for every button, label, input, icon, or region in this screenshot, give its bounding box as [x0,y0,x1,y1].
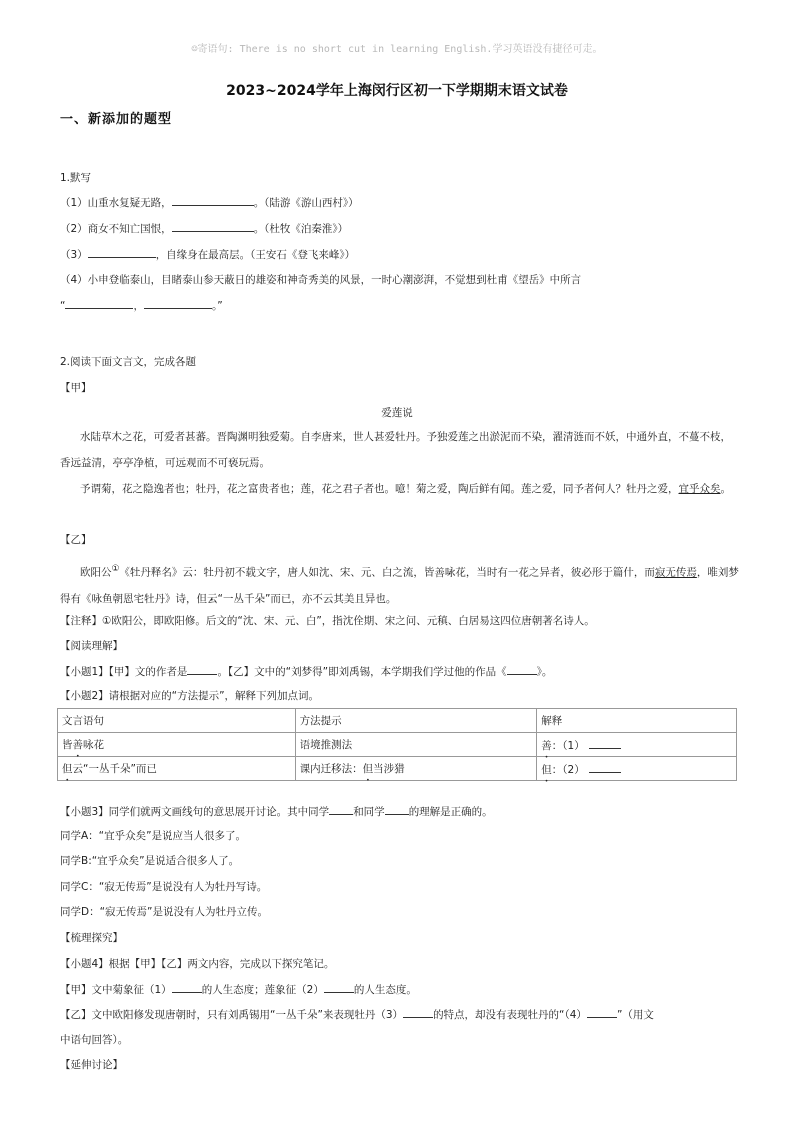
p2-text-a: 予谓菊，花之隐逸者也；牡丹，花之富贵者也；莲，花之君子者也。噫！菊之爱，陶后鲜有闻。莲之爱，同予者何人？牡丹之爱， [80,483,679,495]
answer-blank[interactable] [324,981,354,993]
answer-blank[interactable] [187,663,217,675]
s4-text-c: 的人生态度。 [353,984,417,996]
option-c: 同学C：“寂无传焉”是说没有人为牡丹写诗。 [60,881,268,893]
table-cell [58,757,296,781]
answer-blank[interactable] [329,803,353,815]
p2-text-c: 。 [720,483,731,495]
q1-line-2-text-a: （2）商女不知亡国恨， [60,223,172,235]
label-yi: 【乙】 [60,534,92,546]
s4-text-e: 的特点，却没有表现牡丹的“（4） [433,1009,587,1021]
underlined-sentence: 寂无传焉 [654,566,697,579]
table-row [58,733,737,757]
q1-line-5 [60,297,223,313]
dotted-word: 但 [541,763,552,776]
explore-label: 【梳理探究】 [60,932,123,944]
essay-paragraph-1: 水陆草木之花，可爱者甚蕃。晋陶渊明独爱菊。自李唐来，世人甚爱牡丹。予独爱莲之出淤泥而不染，濯清涟而不妖，中通外直，不蔓不枝，香远益清，亭亭净植，可远观而不可亵玩焉。 [60,431,731,469]
essay-title: 爱莲说 [381,407,413,419]
annotation-note: 【注释】①欧阳公，即欧阳修。后文的“沈、宋、元、白”，指沈佺期、宋之问、元稹、白居易这四位唐朝著名诗人。 [60,615,595,627]
dotted-word: 但 • [197,593,208,605]
answer-blank[interactable] [65,297,133,309]
q1-line-3 [60,246,355,262]
p3-text-e: 云“一丛千朵”而已，亦不云其美且异也。 [207,592,397,605]
essay-paragraph-2 [60,476,740,502]
subquestion-3 [60,803,493,819]
subquestion-4-line-2 [60,1006,654,1022]
s4-text-d: 【乙】文中欧阳修发现唐朝时，只有刘禹锡用“一丛千朵”来表现牡丹（3） [60,1009,404,1021]
reading-comprehension-label: 【阅读理解】 [60,640,123,652]
quote-open: “ [60,300,66,312]
table-cell [58,733,296,757]
cell-text: 皆 [62,739,73,751]
subquestion-4: 【小题4】根据【甲】【乙】两文内容，完成以下探究笔记。 [60,958,335,970]
q2-heading: 2.阅读下面文言文，完成各题 [60,356,197,368]
q1-line-1-text-a: （1）山重水复疑无路， [60,197,172,209]
dotted-word: 善 [72,739,83,751]
table-header: 解释 [537,709,737,733]
table-cell [537,757,737,781]
table-header: 方法提示 [295,709,537,733]
subquestion-1 [60,663,552,679]
dotted-word: 善 • [434,567,445,579]
q1-line-2 [60,220,348,236]
q1-line-3-text-b: ，自缘身在最高层。（王安石《登飞来峰》） [155,249,356,261]
answer-blank[interactable] [144,297,212,309]
answer-blank[interactable] [172,981,202,993]
s4-text-b: 的人生态度；莲象征（2） [201,984,324,996]
cell-text: 课内迁移法： [299,763,363,775]
p3-text-b: 《牡丹释名》云：牡丹初不载文字，唐人如沈、宋、元、白之流，皆 [119,566,435,579]
cell-text: 当涉猎 [373,763,405,775]
answer-blank[interactable] [589,761,621,773]
table-header-row [58,709,737,733]
footnote-mark: ① [111,564,120,574]
cell-text: 咏花 [83,739,104,751]
option-a: 同学A：“宜乎众矣”是说应当人很多了。 [60,830,247,842]
extended-discussion-label: 【延伸讨论】 [60,1059,123,1071]
q1-line-1-text-b: 。（陆游《游山西村》） [253,197,359,209]
p3-text-a: 欧阳公 [80,566,112,579]
answer-blank[interactable] [88,246,156,258]
table-row [58,757,737,781]
section-title: 一、新添加的题型 [60,112,173,127]
dotted-word: 善 [541,739,552,752]
s1-text-b: 。【乙】文中的“刘梦得”即刘禹锡，本学期我们学过他的作品《 [217,666,507,678]
explanation-table [57,708,737,781]
answer-blank[interactable] [403,1006,433,1018]
subquestion-4-line-3: 中语句回答）。 [60,1034,129,1046]
s4-text-a: 【甲】文中菊象征（1） [60,984,172,996]
s1-text-c: 》。 [536,666,553,678]
s3-text-c: 的理解是正确的。 [408,806,493,818]
cell-text: 云“一丛千朵”而已 [72,763,157,775]
answer-blank[interactable] [587,1006,617,1018]
quote-close: 。” [211,300,223,312]
cell-text: ：（1） [551,739,585,752]
page-title: 2023~2024学年上海闵行区初一下学期期末语文试卷 [226,83,568,99]
p3-text-c: 咏花，当时有一花之异者，彼必形于篇什，而 [444,566,655,579]
s1-text-a: 【小题1】【甲】文的作者是 [60,666,188,678]
table-header: 文言语句 [58,709,296,733]
table-cell [537,733,737,757]
q1-heading: 1.默写 [60,172,92,184]
essay-paragraph-3 [60,556,740,612]
p3-text-d: ，唯刘梦得有《咏鱼朝恩宅牡丹》诗， [60,566,739,605]
answer-blank[interactable] [507,663,537,675]
underlined-sentence: 宜乎众矣 [678,483,721,495]
q1-line-1 [60,194,359,210]
label-jia: 【甲】 [60,382,92,394]
q1-line-4: （4）小申登临泰山，目睹泰山参天蔽日的雄姿和神奇秀美的风景，一时心潮澎湃，不觉想到杜甫《望岳》中所言 [60,274,582,286]
watermark: ☺寄语句: There is no short cut in learning English.学习英语没有捷径可走。 [191,44,603,55]
answer-blank[interactable] [589,737,621,749]
s3-text-b: 和同学 [353,806,385,818]
table-cell [295,757,537,781]
q1-line-3-text-a: （3） [60,249,88,261]
subquestion-2: 【小题2】请根据对应的“方法提示”，解释下列加点词。 [60,690,320,702]
option-d: 同学D：“寂无传焉”是说没有人为牡丹立传。 [60,906,268,918]
comma: ， [133,300,144,312]
answer-blank[interactable] [385,803,409,815]
dotted-word: 但 [62,763,73,775]
q1-line-2-text-b: 。（杜牧《泊秦淮》） [253,223,349,235]
cell-text: ：（2） [551,763,585,776]
answer-blank[interactable] [172,220,254,232]
s3-text-a: 【小题3】同学们就两文画线句的意思展开讨论。其中同学 [60,806,330,818]
answer-blank[interactable] [172,194,254,206]
table-cell: 语境推测法 [295,733,537,757]
subquestion-4-line-1 [60,981,417,997]
option-b: 同学B:“宜乎众矣”是说适合很多人了。 [60,855,240,867]
dotted-word: 但 [362,763,374,775]
s4-text-f: ”（用文 [616,1009,654,1021]
